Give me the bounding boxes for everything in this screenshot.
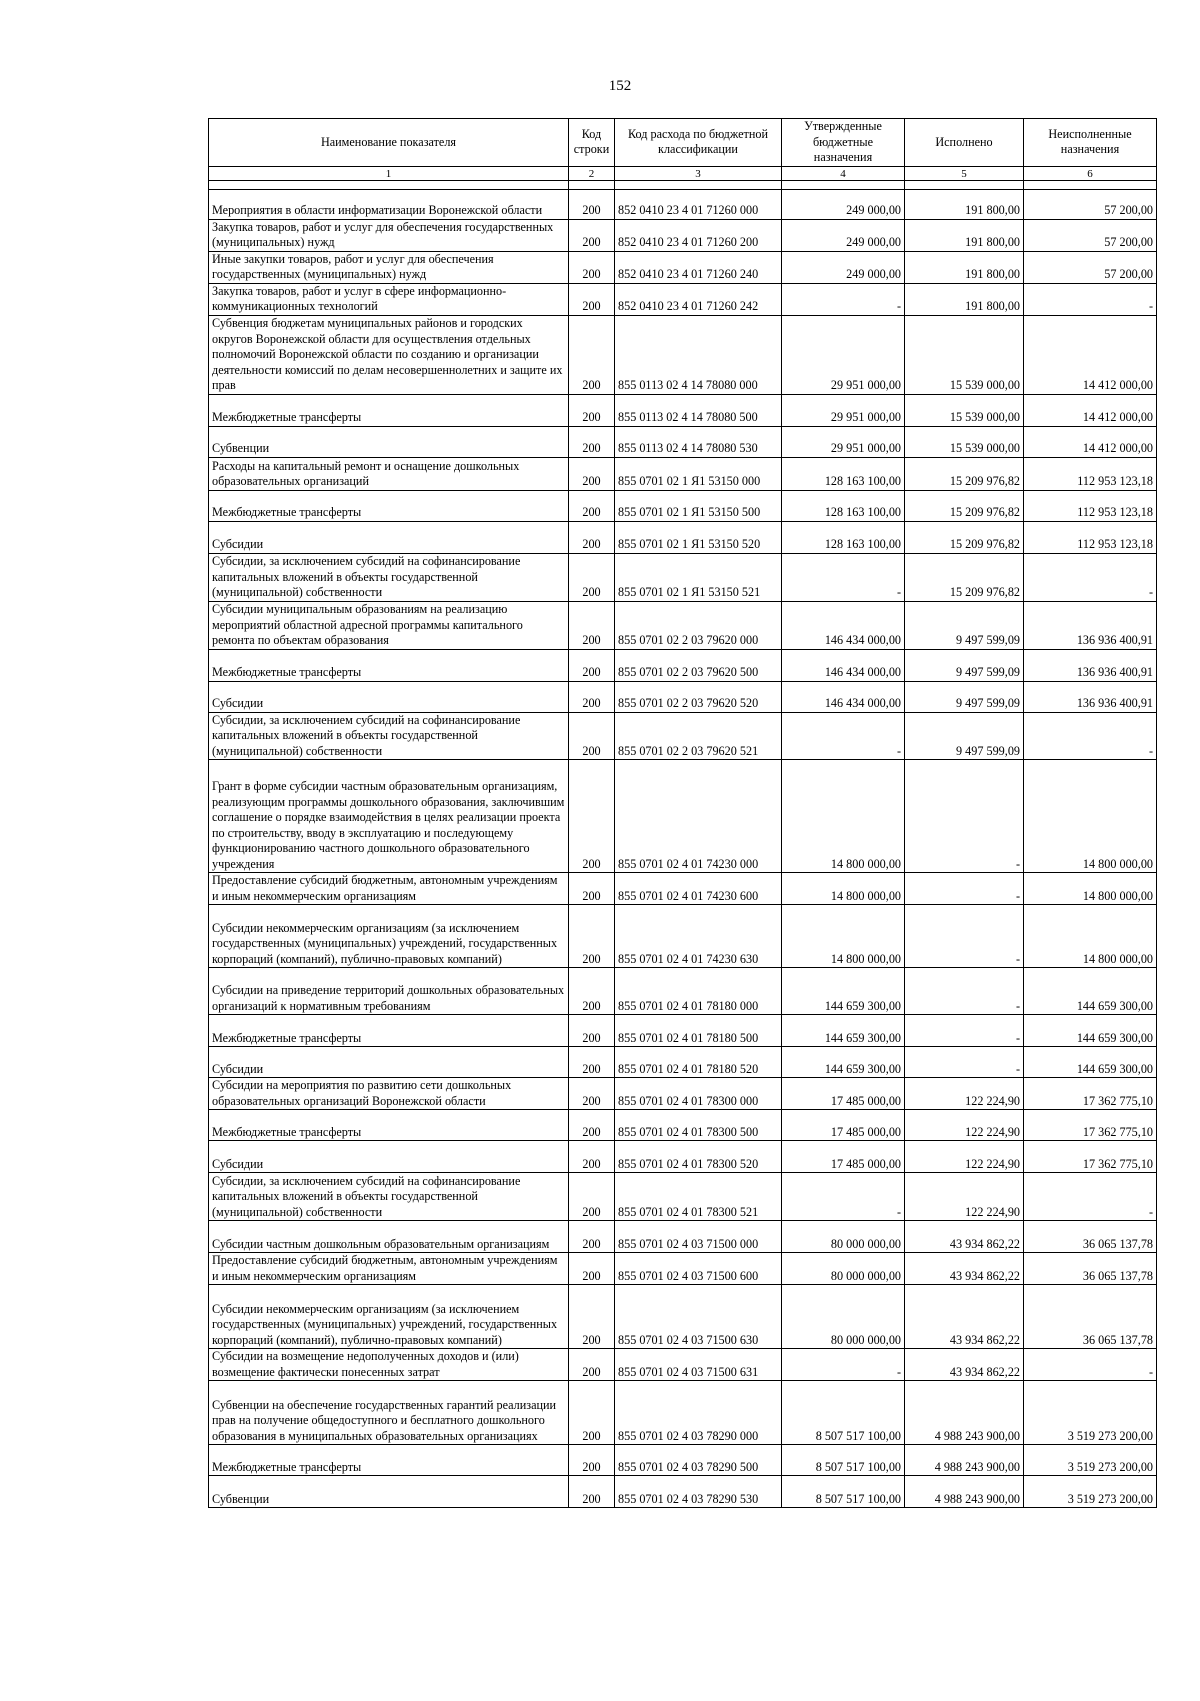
indicator-name-cell: Субсидии некоммерческим организациям (за исключением государственных (муниципальных) учреждений, государственных корпораций (компаний), публично-правовых компаний) — [209, 1285, 569, 1349]
budget-code-cell: 852 0410 23 4 01 71260 240 — [615, 251, 782, 283]
unexecuted-amount-cell: - — [1024, 1349, 1157, 1381]
unexecuted-amount-cell: 14 800 000,00 — [1024, 905, 1157, 968]
executed-amount-cell: - — [905, 873, 1024, 905]
executed-amount-cell: - — [905, 760, 1024, 873]
table-row — [209, 681, 1157, 712]
budget-code-cell: 855 0701 02 4 01 78300 500 — [615, 1110, 782, 1141]
row-code-cell: 200 — [569, 189, 615, 219]
indicator-name-cell: Предоставление субсидий бюджетным, автономным учреждениям и иным некоммерческим организациям — [209, 873, 569, 905]
approved-amount-cell: 146 434 000,00 — [782, 681, 905, 712]
executed-amount-cell: 4 988 243 900,00 — [905, 1476, 1024, 1508]
unexecuted-amount-cell: 136 936 400,91 — [1024, 681, 1157, 712]
row-code-cell: 200 — [569, 873, 615, 905]
budget-code-cell: 855 0701 02 4 03 78290 000 — [615, 1381, 782, 1445]
executed-amount-cell: 43 934 862,22 — [905, 1349, 1024, 1381]
row-code-cell: 200 — [569, 1285, 615, 1349]
header-row-code: Код строки — [569, 119, 615, 167]
executed-amount-cell: - — [905, 1015, 1024, 1047]
approved-amount-cell: 8 507 517 100,00 — [782, 1381, 905, 1445]
executed-amount-cell: - — [905, 1047, 1024, 1078]
table-header-row — [209, 119, 1157, 167]
row-code-cell: 200 — [569, 1221, 615, 1253]
column-number: 2 — [569, 166, 615, 180]
indicator-name-cell: Субвенция бюджетам муниципальных районов и городских округов Воронежской области для осуществления отдельных полномочий Воронежской области по созданию и организации деятельности комиссий по делам несовершеннолетних и защите их прав — [209, 315, 569, 394]
indicator-name-cell: Иные закупки товаров, работ и услуг для обеспечения государственных (муниципальных) нужд — [209, 251, 569, 283]
approved-amount-cell: 144 659 300,00 — [782, 968, 905, 1015]
table-row — [209, 1141, 1157, 1173]
row-code-cell: 200 — [569, 1141, 615, 1173]
row-code-cell: 200 — [569, 712, 615, 760]
approved-amount-cell: 29 951 000,00 — [782, 394, 905, 426]
budget-code-cell: 855 0701 02 4 03 78290 530 — [615, 1476, 782, 1508]
executed-amount-cell: 15 539 000,00 — [905, 315, 1024, 394]
table-row — [209, 283, 1157, 315]
executed-amount-cell: 15 539 000,00 — [905, 394, 1024, 426]
table-row — [209, 1078, 1157, 1110]
unexecuted-amount-cell: - — [1024, 553, 1157, 601]
budget-code-cell: 855 0113 02 4 14 78080 000 — [615, 315, 782, 394]
approved-amount-cell: 14 800 000,00 — [782, 905, 905, 968]
column-number: 1 — [209, 166, 569, 180]
approved-amount-cell: 29 951 000,00 — [782, 426, 905, 457]
approved-amount-cell: 144 659 300,00 — [782, 1015, 905, 1047]
executed-amount-cell: 4 988 243 900,00 — [905, 1445, 1024, 1476]
unexecuted-amount-cell: 57 200,00 — [1024, 219, 1157, 251]
executed-amount-cell: 15 539 000,00 — [905, 426, 1024, 457]
approved-amount-cell: 8 507 517 100,00 — [782, 1476, 905, 1508]
unexecuted-amount-cell: 14 800 000,00 — [1024, 760, 1157, 873]
approved-amount-cell: 146 434 000,00 — [782, 601, 905, 649]
unexecuted-amount-cell: 17 362 775,10 — [1024, 1078, 1157, 1110]
executed-amount-cell: 191 800,00 — [905, 219, 1024, 251]
table-row — [209, 1173, 1157, 1221]
table-row — [209, 251, 1157, 283]
executed-amount-cell: 191 800,00 — [905, 189, 1024, 219]
indicator-name-cell: Расходы на капитальный ремонт и оснащение дошкольных образовательных организаций — [209, 457, 569, 490]
table-row — [209, 905, 1157, 968]
budget-code-cell: 855 0701 02 4 01 74230 000 — [615, 760, 782, 873]
row-code-cell: 200 — [569, 251, 615, 283]
table-row — [209, 1445, 1157, 1476]
executed-amount-cell: 9 497 599,09 — [905, 649, 1024, 681]
executed-amount-cell: 9 497 599,09 — [905, 681, 1024, 712]
budget-code-cell: 855 0701 02 4 03 71500 600 — [615, 1253, 782, 1285]
budget-code-cell: 855 0701 02 2 03 79620 500 — [615, 649, 782, 681]
executed-amount-cell: 9 497 599,09 — [905, 601, 1024, 649]
unexecuted-amount-cell: - — [1024, 283, 1157, 315]
approved-amount-cell: 80 000 000,00 — [782, 1253, 905, 1285]
executed-amount-cell: 191 800,00 — [905, 283, 1024, 315]
executed-amount-cell: 43 934 862,22 — [905, 1253, 1024, 1285]
budget-code-cell: 855 0701 02 4 01 78180 520 — [615, 1047, 782, 1078]
table-row — [209, 1015, 1157, 1047]
executed-amount-cell: 122 224,90 — [905, 1078, 1024, 1110]
budget-code-cell: 855 0701 02 4 03 71500 630 — [615, 1285, 782, 1349]
executed-amount-cell: - — [905, 905, 1024, 968]
unexecuted-amount-cell: 57 200,00 — [1024, 189, 1157, 219]
unexecuted-amount-cell: 3 519 273 200,00 — [1024, 1381, 1157, 1445]
row-code-cell: 200 — [569, 457, 615, 490]
row-code-cell: 200 — [569, 1047, 615, 1078]
table-row — [209, 219, 1157, 251]
unexecuted-amount-cell: 36 065 137,78 — [1024, 1285, 1157, 1349]
indicator-name-cell: Субсидии некоммерческим организациям (за исключением государственных (муниципальных) учреждений, государственных корпораций (компаний), публично-правовых компаний) — [209, 905, 569, 968]
table-row — [209, 649, 1157, 681]
executed-amount-cell: 43 934 862,22 — [905, 1285, 1024, 1349]
table-row — [209, 1221, 1157, 1253]
row-code-cell: 200 — [569, 315, 615, 394]
budget-code-cell: 855 0701 02 4 01 74230 630 — [615, 905, 782, 968]
table-row — [209, 1476, 1157, 1508]
header-approved: Утвержденные бюджетные назначения — [782, 119, 905, 167]
budget-code-cell: 852 0410 23 4 01 71260 242 — [615, 283, 782, 315]
row-code-cell: 200 — [569, 283, 615, 315]
unexecuted-amount-cell: 36 065 137,78 — [1024, 1221, 1157, 1253]
budget-code-cell: 855 0701 02 4 03 78290 500 — [615, 1445, 782, 1476]
approved-amount-cell: 249 000,00 — [782, 251, 905, 283]
row-code-cell: 200 — [569, 490, 615, 521]
executed-amount-cell: 15 209 976,82 — [905, 457, 1024, 490]
executed-amount-cell: - — [905, 968, 1024, 1015]
row-code-cell: 200 — [569, 1381, 615, 1445]
row-code-cell: 200 — [569, 553, 615, 601]
unexecuted-amount-cell: 57 200,00 — [1024, 251, 1157, 283]
unexecuted-amount-cell: 112 953 123,18 — [1024, 521, 1157, 553]
approved-amount-cell: - — [782, 712, 905, 760]
indicator-name-cell: Субсидии — [209, 1047, 569, 1078]
column-numbers-row — [209, 166, 1157, 180]
approved-amount-cell: - — [782, 1173, 905, 1221]
table-row — [209, 189, 1157, 219]
budget-code-cell: 855 0701 02 2 03 79620 520 — [615, 681, 782, 712]
unexecuted-amount-cell: - — [1024, 712, 1157, 760]
indicator-name-cell: Предоставление субсидий бюджетным, автономным учреждениям и иным некоммерческим организациям — [209, 1253, 569, 1285]
budget-code-cell: 855 0701 02 1 Я1 53150 500 — [615, 490, 782, 521]
unexecuted-amount-cell: 14 412 000,00 — [1024, 426, 1157, 457]
table-row — [209, 1285, 1157, 1349]
table-row — [209, 1110, 1157, 1141]
row-code-cell: 200 — [569, 905, 615, 968]
unexecuted-amount-cell: 144 659 300,00 — [1024, 968, 1157, 1015]
budget-code-cell: 855 0113 02 4 14 78080 530 — [615, 426, 782, 457]
approved-amount-cell: 144 659 300,00 — [782, 1047, 905, 1078]
unexecuted-amount-cell: 144 659 300,00 — [1024, 1047, 1157, 1078]
table-row — [209, 1253, 1157, 1285]
indicator-name-cell: Грант в форме субсидии частным образовательным организациям, реализующим программы дошкольного образования, заключившим соглашение о порядке взаимодействия в целях реализации проекта по строительству, вводу в эксплуатацию и последующему функционированию частного дошкольного образовательного учреждения — [209, 760, 569, 873]
budget-code-cell: 855 0113 02 4 14 78080 500 — [615, 394, 782, 426]
indicator-name-cell: Межбюджетные трансферты — [209, 649, 569, 681]
indicator-name-cell: Субсидии муниципальным образованиям на реализацию мероприятий областной адресной программы капитального ремонта по объектам образования — [209, 601, 569, 649]
row-code-cell: 200 — [569, 394, 615, 426]
indicator-name-cell: Субсидии — [209, 521, 569, 553]
row-code-cell: 200 — [569, 1445, 615, 1476]
table-row — [209, 457, 1157, 490]
indicator-name-cell: Субсидии на мероприятия по развитию сети дошкольных образовательных организаций Воронежской области — [209, 1078, 569, 1110]
table-row — [209, 968, 1157, 1015]
approved-amount-cell: 80 000 000,00 — [782, 1285, 905, 1349]
table-row — [209, 1349, 1157, 1381]
approved-amount-cell: 14 800 000,00 — [782, 873, 905, 905]
indicator-name-cell: Субсидии — [209, 681, 569, 712]
budget-code-cell: 855 0701 02 2 03 79620 521 — [615, 712, 782, 760]
budget-code-cell: 855 0701 02 1 Я1 53150 521 — [615, 553, 782, 601]
page-number: 152 — [608, 78, 632, 94]
indicator-name-cell: Субсидии — [209, 1141, 569, 1173]
table-row — [209, 394, 1157, 426]
executed-amount-cell: 4 988 243 900,00 — [905, 1381, 1024, 1445]
budget-code-cell: 855 0701 02 4 01 78300 000 — [615, 1078, 782, 1110]
indicator-name-cell: Субсидии, за исключением субсидий на софинансирование капитальных вложений в объекты государственной (муниципальной) собственности — [209, 712, 569, 760]
unexecuted-amount-cell: - — [1024, 1173, 1157, 1221]
approved-amount-cell: 14 800 000,00 — [782, 760, 905, 873]
budget-code-cell: 852 0410 23 4 01 71260 000 — [615, 189, 782, 219]
row-code-cell: 200 — [569, 426, 615, 457]
executed-amount-cell: 122 224,90 — [905, 1173, 1024, 1221]
indicator-name-cell: Субсидии, за исключением субсидий на софинансирование капитальных вложений в объекты государственной (муниципальной) собственности — [209, 553, 569, 601]
budget-code-cell: 855 0701 02 4 01 78180 000 — [615, 968, 782, 1015]
table-body — [209, 180, 1157, 1508]
unexecuted-amount-cell: 36 065 137,78 — [1024, 1253, 1157, 1285]
approved-amount-cell: - — [782, 283, 905, 315]
row-code-cell: 200 — [569, 1476, 615, 1508]
row-code-cell: 200 — [569, 681, 615, 712]
row-code-cell: 200 — [569, 968, 615, 1015]
header-indicator-name: Наименование показателя — [209, 119, 569, 167]
unexecuted-amount-cell: 112 953 123,18 — [1024, 457, 1157, 490]
indicator-name-cell: Субсидии, за исключением субсидий на софинансирование капитальных вложений в объекты государственной (муниципальной) собственности — [209, 1173, 569, 1221]
header-budget-code: Код расхода по бюджетной классификации — [615, 119, 782, 167]
row-code-cell: 200 — [569, 1015, 615, 1047]
budget-code-cell: 855 0701 02 4 01 78300 521 — [615, 1173, 782, 1221]
approved-amount-cell: - — [782, 553, 905, 601]
row-code-cell: 200 — [569, 601, 615, 649]
executed-amount-cell: 43 934 862,22 — [905, 1221, 1024, 1253]
row-code-cell: 200 — [569, 1078, 615, 1110]
indicator-name-cell: Межбюджетные трансферты — [209, 1015, 569, 1047]
executed-amount-cell: 15 209 976,82 — [905, 553, 1024, 601]
indicator-name-cell: Субсидии частным дошкольным образовательным организациям — [209, 1221, 569, 1253]
approved-amount-cell: 17 485 000,00 — [782, 1110, 905, 1141]
table-row — [209, 1047, 1157, 1078]
row-code-cell: 200 — [569, 219, 615, 251]
executed-amount-cell: 191 800,00 — [905, 251, 1024, 283]
indicator-name-cell: Субсидии на возмещение недополученных доходов и (или) возмещение фактически понесенных затрат — [209, 1349, 569, 1381]
approved-amount-cell: 17 485 000,00 — [782, 1141, 905, 1173]
row-code-cell: 200 — [569, 760, 615, 873]
header-executed: Исполнено — [905, 119, 1024, 167]
approved-amount-cell: 146 434 000,00 — [782, 649, 905, 681]
executed-amount-cell: 9 497 599,09 — [905, 712, 1024, 760]
unexecuted-amount-cell: 17 362 775,10 — [1024, 1141, 1157, 1173]
unexecuted-amount-cell: 14 412 000,00 — [1024, 315, 1157, 394]
approved-amount-cell: 128 163 100,00 — [782, 521, 905, 553]
header-unexecuted: Неисполненные назначения — [1024, 119, 1157, 167]
executed-amount-cell: 15 209 976,82 — [905, 490, 1024, 521]
budget-code-cell: 855 0701 02 2 03 79620 000 — [615, 601, 782, 649]
approved-amount-cell: 128 163 100,00 — [782, 490, 905, 521]
row-code-cell: 200 — [569, 1110, 615, 1141]
indicator-name-cell: Закупка товаров, работ и услуг для обеспечения государственных (муниципальных) нужд — [209, 219, 569, 251]
unexecuted-amount-cell: 136 936 400,91 — [1024, 601, 1157, 649]
indicator-name-cell: Субвенции — [209, 1476, 569, 1508]
column-number: 6 — [1024, 166, 1157, 180]
budget-code-cell: 852 0410 23 4 01 71260 200 — [615, 219, 782, 251]
approved-amount-cell: 249 000,00 — [782, 189, 905, 219]
table-row — [209, 601, 1157, 649]
unexecuted-amount-cell: 136 936 400,91 — [1024, 649, 1157, 681]
approved-amount-cell: 80 000 000,00 — [782, 1221, 905, 1253]
column-number: 3 — [615, 166, 782, 180]
budget-code-cell: 855 0701 02 4 01 78300 520 — [615, 1141, 782, 1173]
unexecuted-amount-cell: 14 800 000,00 — [1024, 873, 1157, 905]
indicator-name-cell: Субсидии на приведение территорий дошкольных образовательных организаций к нормативным требованиям — [209, 968, 569, 1015]
approved-amount-cell: 128 163 100,00 — [782, 457, 905, 490]
executed-amount-cell: 122 224,90 — [905, 1110, 1024, 1141]
budget-code-cell: 855 0701 02 4 03 71500 631 — [615, 1349, 782, 1381]
budget-code-cell: 855 0701 02 1 Я1 53150 000 — [615, 457, 782, 490]
table-row — [209, 426, 1157, 457]
budget-code-cell: 855 0701 02 4 03 71500 000 — [615, 1221, 782, 1253]
row-code-cell: 200 — [569, 649, 615, 681]
header-gap — [209, 180, 1157, 189]
column-number: 4 — [782, 166, 905, 180]
approved-amount-cell: 8 507 517 100,00 — [782, 1445, 905, 1476]
table-row — [209, 490, 1157, 521]
budget-execution-table — [208, 118, 1157, 1508]
table-row — [209, 521, 1157, 553]
unexecuted-amount-cell: 112 953 123,18 — [1024, 490, 1157, 521]
indicator-name-cell: Закупка товаров, работ и услуг в сфере информационно-коммуникационных технологий — [209, 283, 569, 315]
indicator-name-cell: Межбюджетные трансферты — [209, 394, 569, 426]
row-code-cell: 200 — [569, 1349, 615, 1381]
table-row — [209, 760, 1157, 873]
table-row — [209, 712, 1157, 760]
unexecuted-amount-cell: 144 659 300,00 — [1024, 1015, 1157, 1047]
approved-amount-cell: 17 485 000,00 — [782, 1078, 905, 1110]
unexecuted-amount-cell: 3 519 273 200,00 — [1024, 1476, 1157, 1508]
unexecuted-amount-cell: 17 362 775,10 — [1024, 1110, 1157, 1141]
approved-amount-cell: 249 000,00 — [782, 219, 905, 251]
budget-code-cell: 855 0701 02 1 Я1 53150 520 — [615, 521, 782, 553]
row-code-cell: 200 — [569, 1173, 615, 1221]
indicator-name-cell: Межбюджетные трансферты — [209, 1110, 569, 1141]
column-number: 5 — [905, 166, 1024, 180]
budget-code-cell: 855 0701 02 4 01 78180 500 — [615, 1015, 782, 1047]
executed-amount-cell: 15 209 976,82 — [905, 521, 1024, 553]
approved-amount-cell: 29 951 000,00 — [782, 315, 905, 394]
unexecuted-amount-cell: 14 412 000,00 — [1024, 394, 1157, 426]
indicator-name-cell: Мероприятия в области информатизации Воронежской области — [209, 189, 569, 219]
approved-amount-cell: - — [782, 1349, 905, 1381]
table-row — [209, 553, 1157, 601]
table-row — [209, 315, 1157, 394]
table-row — [209, 1381, 1157, 1445]
indicator-name-cell: Субвенции — [209, 426, 569, 457]
unexecuted-amount-cell: 3 519 273 200,00 — [1024, 1445, 1157, 1476]
executed-amount-cell: 122 224,90 — [905, 1141, 1024, 1173]
indicator-name-cell: Межбюджетные трансферты — [209, 1445, 569, 1476]
row-code-cell: 200 — [569, 1253, 615, 1285]
budget-code-cell: 855 0701 02 4 01 74230 600 — [615, 873, 782, 905]
row-code-cell: 200 — [569, 521, 615, 553]
table-row — [209, 873, 1157, 905]
indicator-name-cell: Субвенции на обеспечение государственных гарантий реализации прав на получение общедоступного и бесплатного дошкольного образования в муниципальных образовательных организациях — [209, 1381, 569, 1445]
indicator-name-cell: Межбюджетные трансферты — [209, 490, 569, 521]
